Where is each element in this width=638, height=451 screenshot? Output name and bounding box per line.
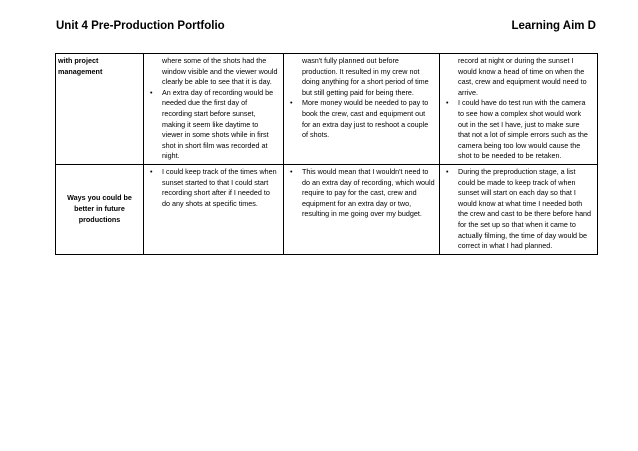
bullet-list: [148, 88, 279, 162]
cell-text: wasn't fully planned out before production. It resulted in my crew not doing anything for a short period of time but still getting paid for being there.: [302, 56, 429, 97]
cell-impact: [284, 54, 440, 165]
bullet-list: [148, 167, 279, 209]
row-label-future-productions: Ways you could be better in future productions: [56, 164, 144, 254]
bullet-list: [444, 98, 593, 162]
row-label-project-management: with project management: [56, 54, 144, 165]
evaluation-table: [55, 53, 598, 255]
cell-issues: [144, 164, 284, 254]
cell-improvements: [440, 54, 598, 165]
cell-text: record at night or during the sunset I would know a head of time on when the cast, crew and equipment would need to arrive.: [458, 56, 587, 97]
list-item: • I could have do test run with the camera to see how a complex shot would work out in the set I have, just to make sure that not a lot of simple errors such as the camera being too low would cause the shot to be needed to be retaken.: [444, 98, 593, 162]
list-item: • An extra day of recording would be needed due the first day of recording start before sunset, making it seem like daytime to viewer in some shots while in first shot in short film was recorded at night.: [148, 88, 279, 162]
bullet-list: [288, 167, 435, 220]
list-item: • This would mean that I wouldn't need to do an extra day of recording, which would require to pay for the cast, crew and equipment for an extra day or two, resulting in me going over my budget.: [288, 167, 435, 220]
list-item: • During the preproduction stage, a list could be made to keep track of when sunset will start on each day so that I would know at what time I needed both the crew and cast to be there before hand for the set up so that when it came to actually filming, the time of day would be correct in what I had planned.: [444, 167, 593, 252]
list-item: • More money would be needed to pay to book the crew, cast and equipment out for an extra day just to reshoot a couple of shots.: [288, 98, 435, 140]
table-row: [56, 164, 598, 254]
bullet-list: [288, 98, 435, 140]
cell-issues: [144, 54, 284, 165]
cell-impact: [284, 164, 440, 254]
cell-improvements: [440, 164, 598, 254]
table-row: [56, 54, 598, 165]
bullet-list: [444, 167, 593, 252]
cell-text: where some of the shots had the window visible and the viewer would clearly be able to see that it is day.: [162, 56, 278, 87]
learning-aim-label: Learning Aim D: [511, 20, 596, 32]
list-item: • I could keep track of the times when sunset started to that I could start recording short after if I needed to do any shots at specific times.: [148, 167, 279, 209]
document-title: Unit 4 Pre-Production Portfolio: [56, 20, 225, 32]
